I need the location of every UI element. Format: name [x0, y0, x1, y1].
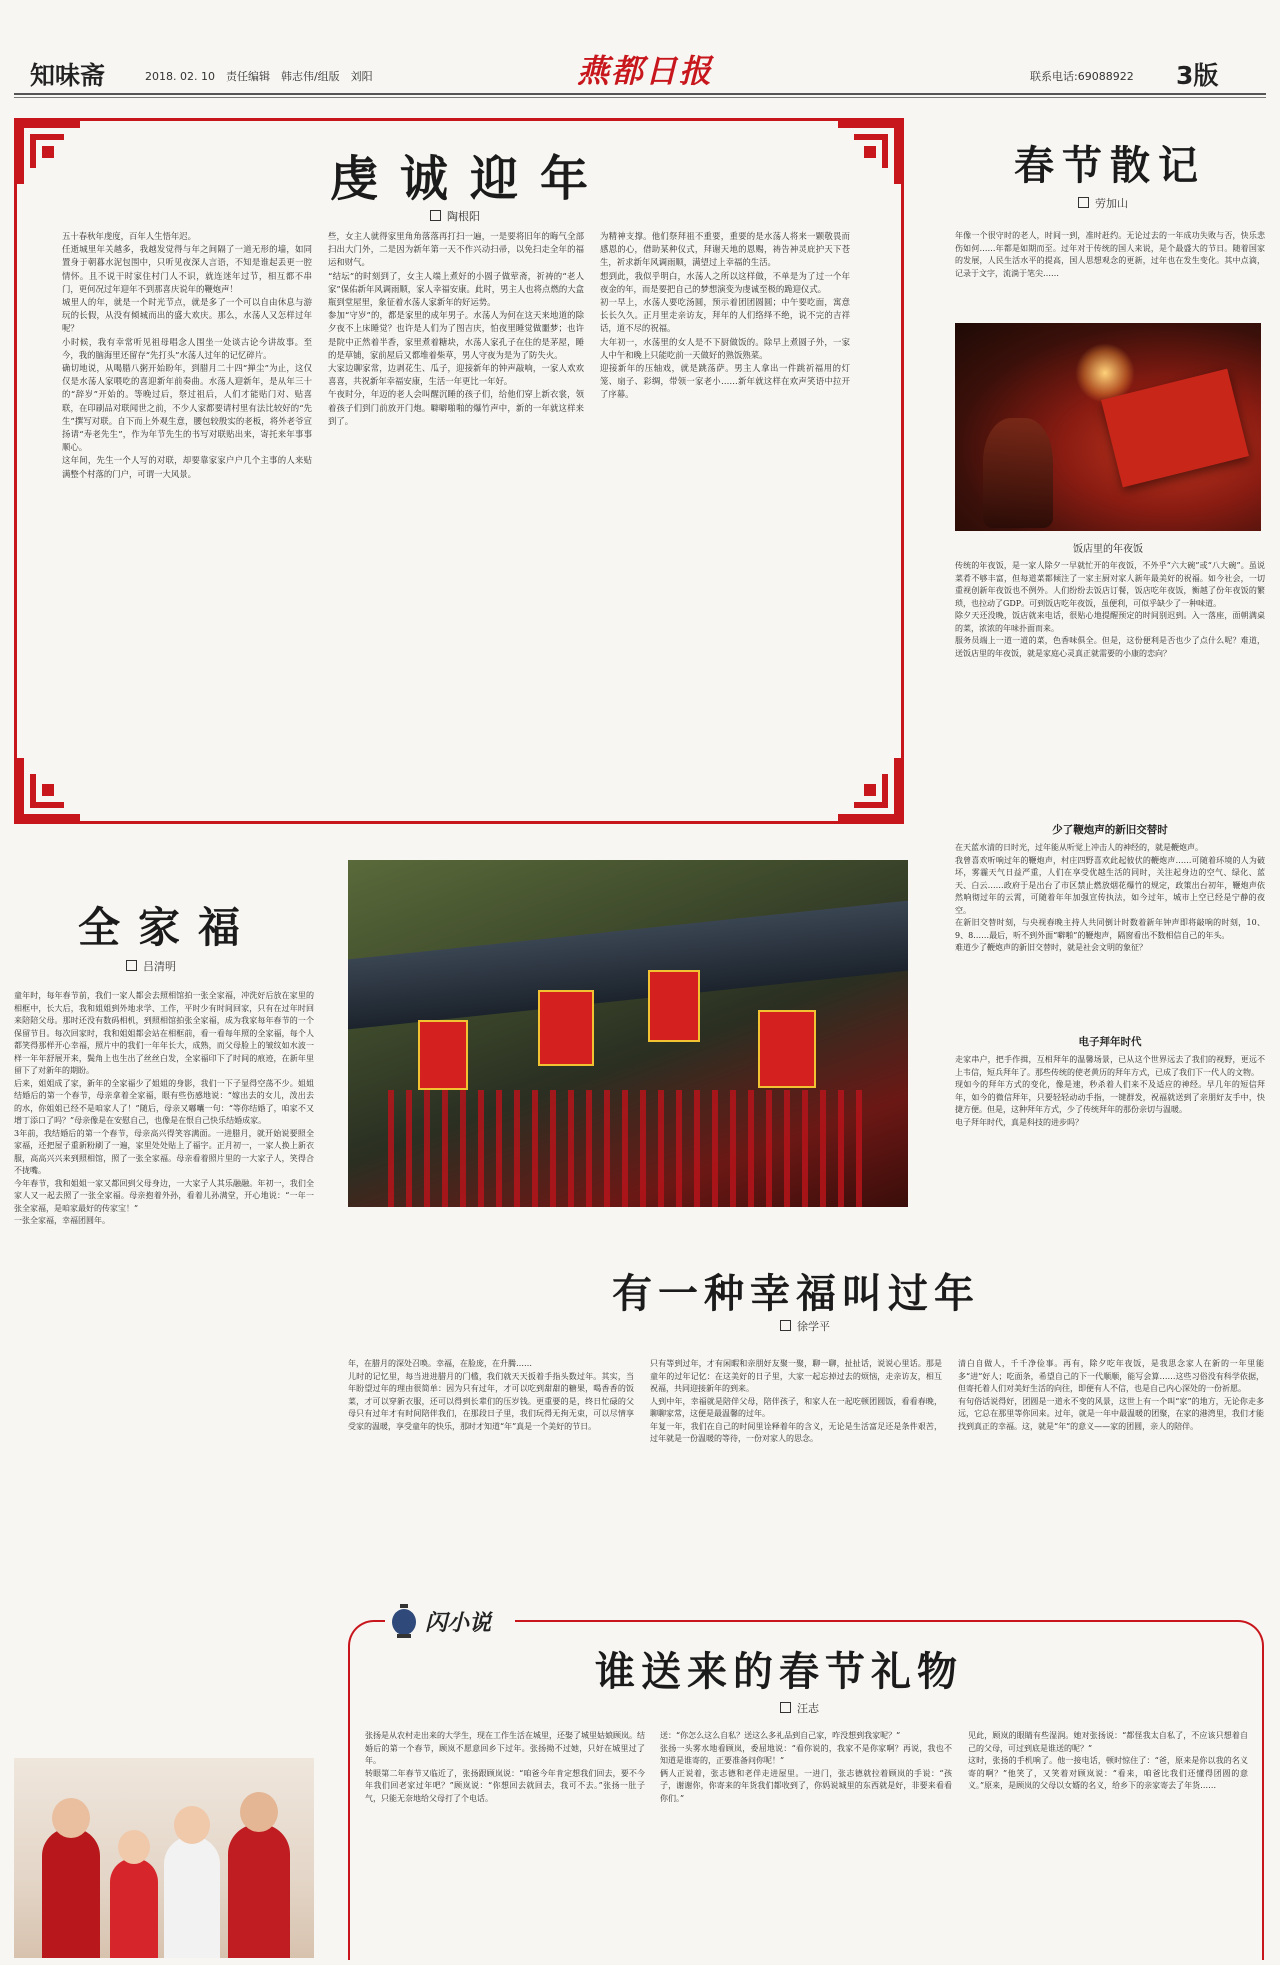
- lamp-icon: [389, 1604, 419, 1640]
- article-xingfu-byline: [780, 1318, 830, 1334]
- photo-banquet: [955, 323, 1261, 531]
- article-liwu-col2: 送：“你怎么这么自私？送这么多礼品到自己家，咋没想到我家呢？” 张扬一头雾水地看顾岚，委屈地说：“看你说的，我家不是你家啊？再说，我也不知道是谁寄的，正要准备问你呢！” 俩人正说着，张志德和老伴走进屋里。一进门，张志德就拉着顾岚的手说：“孩子，谢谢你，你寄来的年货我们都收到了，你妈说城里的东西就是好，非要来看看你们。”: [660, 1731, 952, 1803]
- photo-head-2: [118, 1830, 150, 1864]
- photo-person-3: [164, 1836, 220, 1958]
- article-sanji-title: 春节散记: [1014, 142, 1206, 189]
- author-name: 徐学平: [797, 1320, 830, 1333]
- photo-fu-tags: [348, 860, 908, 1207]
- photo-head-1: [52, 1798, 90, 1838]
- photo-tassels: [388, 1090, 868, 1207]
- issue-info: 2018. 02. 10 责任编辑 韩志伟/组版 刘阳: [145, 70, 373, 83]
- article-sanji-p3: 在天蓝水清的日时光，过年能从听觉上冲击人的神经的，就是鞭炮声。 我曾喜欢听响过年的鞭炮声，村庄四野喜欢此起彼伏的鞭炮声……可随着环境的人为破坏，雾霾天气日益严重，人们在享受优越生活的同时，关注起身边的空气、绿化、蓝天、白云……政府于是出台了市区禁止燃放烟花爆竹的规定，政策出台初年，鞭炮声依然响彻过年的云霄，可随着年年加强宣传执法，如今过年，城市上空已经是宁静的夜空。 在新旧交替时刻，与央视春晚主持人共同倒计时数着新年钟声即将敲响的时刻，10、9、8……最后，听不到外面“噼啪”的鞭炮声，隔窗看出不数相信自己的年头。 难道少了鞭炮声的新旧交替时，就是社会文明的象征？: [955, 843, 1265, 952]
- author-name: 吕清明: [143, 960, 176, 973]
- column-badge: [385, 1600, 515, 1644]
- photo-head-3: [174, 1806, 210, 1844]
- contact-phone: 联系电话:69088922: [1030, 70, 1134, 83]
- page-header: [0, 0, 1280, 100]
- article-xingfu-col1: 年，在腊月的深处召唤。幸福，在脸庞，在升腾…… 儿时的记忆里，每当进进腊月的门槛，我们就天天扳着手指头数过年。其实，当年盼望过年的理由很简单：因为只有过年，才可以吃到甜甜的糖果，喝香香的饭菜，才可以穿新衣服，还可以得到长辈们的压岁钱。更重要的是，终日忙碌的父母只有过年才有时间陪伴我们，在那段日子里，我们玩得无拘无束，可以尽情享受家的温暖，享受童年的快乐，那时才知道“年”真是一个美好的节日。: [348, 1359, 634, 1431]
- header-rule-thin: [14, 97, 1266, 98]
- article-sanji-sub2: 电子拜年时代: [1078, 1036, 1142, 1048]
- byline-box-icon: [126, 960, 137, 971]
- photo-person-4: [228, 1824, 290, 1958]
- article-sanji-p2: 传统的年夜饭，是一家人除夕一早就忙开的年夜饭，不外乎“六大碗”或“八大碗”。虽说菜肴不够丰富，但每道菜都倾注了一家主厨对家人新年最美好的祝福。如今社会，一切重视创新年夜饭也不例外。人们纷纷去饭店订餐，饭店吃年夜饭，衡越了份年夜饭的繁琐，也拉动了GDP。可到饭店吃年夜饭，虽便利，可似乎缺少了一种味道。 除夕天还没晚，饭店就来电话，很贴心地提醒预定的时间别迟到。入一落座，面朝满桌的菜，浓浓的年味扑面而来。 服务员端上一道一道的菜，色香味俱全。但是，这份便利是否也少了点什么呢？难道，送饭店里的年夜饭，就是家庭心灵真正就需要的小康的恋向？: [955, 561, 1265, 658]
- author-name: 陶根阳: [447, 210, 480, 223]
- photo-family: [14, 1758, 314, 1958]
- photo-person-2: [110, 1858, 158, 1958]
- article-xingfu-title: 有一种幸福叫过年: [612, 1270, 980, 1317]
- photo-tag-3: [648, 970, 700, 1042]
- column-name: 闪小说: [425, 1610, 492, 1636]
- page-number: 3版: [1176, 61, 1219, 90]
- article-qiancheng-col1: 五十春秋年虔度，百年人生悟年迟。 任逝城里年关越多，我越发觉得与年之间隔了一道无形的墙，如同置身于朝暮水泥包围中，只听见夜深人言语，不知是谁起丢更一腔情怀。且不说干时家住村门人不识，就连迷年过节，相互都不串门，更何况过年迎年不到那喜庆说年的鞭炮声！ 城里人的年，就是一个时光节点，就是多了一个可以自由休息与游玩的长假，从没有倾城而出的盛大欢庆。那么，水荡人又怎样过年呢？ 小时候，我有幸常听见祖母唱念人围坐一处谈古论今讲故事。至今，我的脑海里还留存“先打头”水荡人过年的记忆碎片。 确切地说，从喝腊八粥开始盼年，到腊月二十四“掸尘”为止，这仅仅是水荡人家喂吃的喜迎新年前奏曲。水荡人迎新年，是从年三十的“辞岁”开始的。等晚过后，祭过祖后，人们才能贴门对、贴喜联，在印刷品对联闻世之前，不少人家都要请村里有法比较好的“先生”撰写对联。自下而上外观生意，腰包较殷实的老板，将外老爷宣扬请“寿老先生”，作为年节先生的书写对联贴出来，寄托来年事事顺心。 这年间，先生一个人写的对联，却要靠家家户户几个主事的人来贴满整个村落的门户，可谓一大风景。: [62, 231, 312, 479]
- article-liwu-byline: [780, 1700, 819, 1716]
- photo-person-1: [42, 1828, 100, 1958]
- photo-head-4: [240, 1792, 278, 1832]
- author-name: 劳加山: [1095, 197, 1128, 210]
- photo-tag-4: [758, 1010, 816, 1088]
- article-xingfu-col3: 清白自做人，千千净俭事。再有，除夕吃年夜饭，是我思念家人在新的一年里能多“进”好人；吃面条，希望自己的下一代顺顺，能写会算……这些习俗没有科学依据，但寄托着人们对美好生活的向往，即便有人不信，也是自己内心深处的一份祈愿。 有句俗话说得好，团圆是一道永不变的风景，这世上有一个叫“家”的地方，无论你走多远，它总在那里等你回来。过年，就是一年中最温暖的团聚，在家的港湾里，我们才能找到真正的幸福。这，就是“年”的意义——家的团圆，亲人的陪伴。: [958, 1359, 1264, 1431]
- corner-ornament-tl: [14, 118, 84, 188]
- photo-banquet-caption: 饭店里的年夜饭: [1073, 544, 1143, 555]
- article-liwu-title: 谁送来的春节礼物: [595, 1648, 963, 1695]
- author-name: 汪志: [797, 1702, 819, 1715]
- section-name: 知味斋: [30, 61, 106, 90]
- article-qiancheng-col3: 为精神支撑。他们祭拜祖不重要，重要的是水荡人将来一颗敬畏而感恩的心，借助某种仪式，拜谢天地的恩赐，祷告神灵庇护天下苍生，祈求新年风调雨顺，满望过上幸福的生活。 想到此，我似乎明白，水荡人之所以这样做，不单是为了过一个年夜金的年，而是要把自己的梦想演变为虔诚至极的跪迎仪式。 初一早上，水荡人要吃汤圆，预示着团团圆圆；中午要吃面，寓意长长久久。正月里走亲访友，拜年的人们络绎不绝，说不完的吉祥话，道不尽的祝福。 大年初一，水荡里的女人是不下厨做饭的。除早上煮圆子外，一家人中午和晚上只能吃前一天做好的熟饭熟菜。 迎接新年的压轴戏，就是跳荡萨。男主人拿出一件跳祈福用的灯笼、扇子、彩绸，带领一家老小……新年就这样在欢声笑语中拉开了序幕。: [600, 231, 850, 400]
- article-quanjiafu-byline: [126, 958, 176, 974]
- article-liwu-col1: 张扬是从农村走出来的大学生，现在工作生活在城里，还娶了城里姑娘顾岚。结婚后的第一个春节，顾岚不愿意回乡下过年。张扬拗不过她，只好在城里过了年。 转眼第二年春节又临近了，张扬跟顾岚说：“咱爸今年肯定想我们回去，要不今年我们回老家过年吧？”顾岚说：“你想回去就回去，我可不去。”张扬一肚子气，只能无奈地给父母打了个电话。: [365, 1731, 645, 1803]
- byline-box-icon: [780, 1702, 791, 1713]
- article-qiancheng-title: 虔诚迎年: [330, 151, 611, 207]
- article-sanji-sub1: 少了鞭炮声的新旧交替时: [1052, 824, 1168, 836]
- photo-glass: [983, 418, 1053, 528]
- article-quanjiafu-text: 童年时，每年春节前，我们一家人都会去照相馆拍一张全家福，冲洗好后放在家里的相框中，长大后，我和姐姐到外地求学、工作，平时少有时间回家，只有在过年时回来陪陪父母。那时还没有数码相机，到照相馆拍张全家福，成为我家每年春节的一个保留节目。每次回家时，我和姐姐都会站在相框前，看一看每年照的全家福，每个人都笑得那样开心幸福，照片中的我们一年年长大，成熟，而父母脸上的皱纹如水波一样一年年舒展开来，鬓角上也生出了丝丝白发，全家福印下了时间的痕迹，在新年里留下了对新年的期盼。 后来，姐姐成了家，新年的全家福少了姐姐的身影，我们一下子显得空荡不少。姐姐结婚后的第一个春节，母亲拿着全家福，眼有些伤感地说：“嫁出去的女儿，泼出去的水，你姐姐已经不是咱家人了！”随后，母亲又嘟囔一句：“等你结婚了，咱家不又增丁添口了吗？”母亲像是在安慰自己，也像是在恨自己快乐结婚成家。 3年前，我结婚后的第一个春节，母亲高兴得笑容满面。一进腊月，就开始说要照全家福，还把屋子重新粉刷了一遍，家里处处贴上了福字。正月初一，一家人换上新衣服，高高兴兴来到照相馆，照了一张全家福。母亲看着照片里的一大家子人，笑得合不拢嘴。 今年春节，我和姐姐一家又都回到父母身边，一大家子人其乐融融。年初一，我们全家人又一起去照了一张全家福。母亲抱着外孙，看着儿孙满堂，开心地说：“一年一张全家福，是咱家最好的传家宝！” 一张全家福，幸福团圆年。: [14, 991, 314, 1225]
- byline-box-icon: [1078, 197, 1089, 208]
- article-sanji-byline: [1078, 195, 1128, 211]
- article-liwu-col3: 见此，顾岚的眼睛有些湿润。她对张扬说：“都怪我太自私了，不应该只想着自己的父母，可过到底是谁送的呢？” 这时，张扬的手机响了。他一接电话，顿时惊住了：“爸，原来是你以我的名义寄的啊？”他笑了，又笑着对顾岚说：“看来，咱爸比我们还懂得团圆的意义。”原来，是顾岚的父母以女婿的名义，给乡下的亲家寄去了年货……: [968, 1731, 1248, 1790]
- photo-tag-1: [418, 1020, 468, 1090]
- article-qiancheng-byline: [430, 208, 480, 224]
- article-sanji-p4: 走家串户，把手作揖，互相拜年的温馨场景，已从这个世界远去了我们的视野，更远不上韦信，短兵拜年了。那些传统的使老黄历的拜年方式，已成了我们下一代人的文物。 现如今的拜年方式的变化，像是速，秒杀着人们来不及适应的神经。早几年的短信拜年，如今的微信拜年，只要轻轻动动手指，一键群发，祝福就送到了亲朋好友手中，快捷方便。但是，这种拜年方式，少了传统拜年的那份亲切与温暖。 电子拜年时代，真是科技的进步吗？: [955, 1055, 1265, 1127]
- byline-box-icon: [430, 210, 441, 221]
- article-xingfu-col2: 只有等到过年，才有闲暇和亲朋好友聚一聚，聊一聊，扯扯话，说说心里话。那是童年的过年记忆：在这美好的日子里，大家一起忘掉过去的烦恼，走亲访友，相互祝福，共同迎接新年的到来。 人到中年，幸福就是陪伴父母，陪伴孩子，和家人在一起吃顿团圆饭，看看春晚，聊聊家常，这便是最温馨的过年。 年复一年，我们在自己的时间里诠释着年的含义，无论是生活富足还是条件艰苦，过年就是一份温暖的等待，一份对家人的思念。: [650, 1359, 942, 1443]
- masthead-logo: 燕都日报: [576, 52, 713, 90]
- article-qiancheng-col2: 些，女主人就得家里角角落落再打扫一遍，一是要将旧年的晦气全部扫出大门外，二是因为新年第一天不作兴动扫帚，以免扫走全年的福运和财气。 “结坛”的时刻到了，女主人端上煮好的小圆子做荤斋，祈祷的“老人家”保佑新年风调雨顺，家人幸福安康。此时，男主人也将点燃的大盒瓶到堂屋里，象征着水荡人家新年的好运势。 参加“守岁”的，都是家里的成年男子。水荡人为何在这天来地道的除夕夜不上床睡觉？也许是人们为了图吉庆，怕夜里睡觉做噩梦；也许是院中正然着半香，家里煮着糖块，水荡人家孔子在住的是茅屋，睡的是草铺，家前屋后又都堆着柴草，男人守夜为是为了防失火。 大家边聊家常，边剥花生、瓜子，迎接新年的钟声敲响，一家人欢欢喜喜，共祝新年幸福安康，生活一年更比一年好。 午夜时分，年迈的老人会叫醒沉睡的孩子们，给他们穿上新衣裳，领着孩子们到门前放开门炮。噼噼啪啪的爆竹声中，新的一年就这样来到了。: [328, 231, 584, 426]
- photo-eaves: [348, 901, 908, 1030]
- article-sanji-intro: 年像一个很守时的老人，时间一到，准时赶约。无论过去的一年成功失败与否，快乐悲伤如何……年都是如期而至。过年对于传统的国人来说，是个最盛大的节日。随着国家的发展，人民生活水平的提高，国人思想观念的更新，过年也在发生变化。其中点滴，记录于文字，流淌于笔尖……: [955, 231, 1265, 278]
- article-quanjiafu-title: 全家福: [78, 903, 259, 952]
- photo-tag-2: [538, 990, 594, 1066]
- header-rule: [14, 93, 1266, 95]
- byline-box-icon: [780, 1320, 791, 1331]
- corner-ornament-tr: [834, 118, 904, 188]
